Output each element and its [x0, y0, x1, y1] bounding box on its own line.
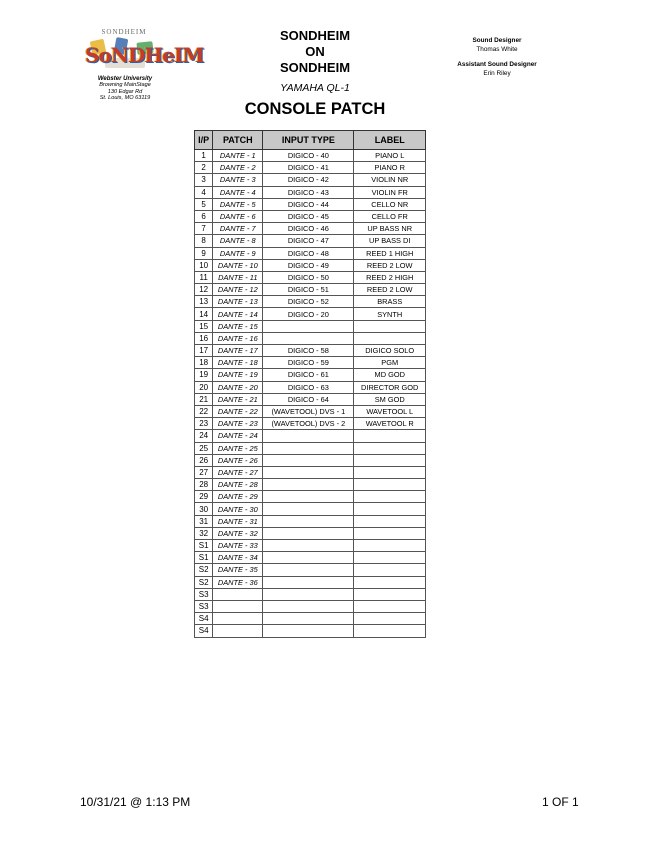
table-row: [195, 271, 426, 283]
patch-cell: DANTE - 29: [213, 491, 263, 503]
label-cell: [354, 540, 426, 552]
table-row: [195, 235, 426, 247]
venue-address: [66, 76, 184, 102]
credits: [432, 36, 562, 78]
input-type-cell: [263, 527, 354, 539]
patch-cell: DANTE - 9: [213, 247, 263, 259]
table-header-row: [195, 131, 426, 150]
patch-cell: DANTE - 14: [213, 308, 263, 320]
label-cell: DIRECTOR GOD: [354, 381, 426, 393]
ip-cell: 16: [195, 332, 213, 344]
label-cell: REED 2 HIGH: [354, 271, 426, 283]
label-cell: UP BASS NR: [354, 223, 426, 235]
label-cell: [354, 527, 426, 539]
ip-cell: 9: [195, 247, 213, 259]
table-row: [195, 296, 426, 308]
patch-cell: DANTE - 25: [213, 442, 263, 454]
ip-cell: 30: [195, 503, 213, 515]
label-cell: PIANO R: [354, 162, 426, 174]
input-type-cell: (WAVETOOL) DVS - 1: [263, 405, 354, 417]
table-row: [195, 308, 426, 320]
label-cell: SM GOD: [354, 393, 426, 405]
table-row: [195, 284, 426, 296]
table-row: [195, 357, 426, 369]
table-row: [195, 503, 426, 515]
input-type-cell: DIGICO - 59: [263, 357, 354, 369]
venue-line: Browning MainStage: [99, 82, 151, 89]
patch-cell: DANTE - 5: [213, 198, 263, 210]
patch-cell: DANTE - 26: [213, 454, 263, 466]
table-row: [195, 564, 426, 576]
label-cell: UP BASS DI: [354, 235, 426, 247]
input-type-cell: DIGICO - 48: [263, 247, 354, 259]
table-row: [195, 442, 426, 454]
patch-cell: DANTE - 30: [213, 503, 263, 515]
input-type-cell: DIGICO - 50: [263, 271, 354, 283]
label-cell: [354, 479, 426, 491]
patch-cell: DANTE - 18: [213, 357, 263, 369]
ip-cell: S4: [195, 613, 213, 625]
table-row: [195, 540, 426, 552]
patch-cell: DANTE - 35: [213, 564, 263, 576]
show-title-line: ON: [305, 44, 325, 59]
input-type-cell: [263, 613, 354, 625]
label-cell: [354, 576, 426, 588]
table-row: [195, 223, 426, 235]
patch-cell: DANTE - 17: [213, 345, 263, 357]
label-cell: PIANO L: [354, 150, 426, 162]
input-type-cell: DIGICO - 58: [263, 345, 354, 357]
label-cell: REED 1 HIGH: [354, 247, 426, 259]
patch-cell: DANTE - 13: [213, 296, 263, 308]
footer-timestamp: 10/31/21 @ 1:13 PM: [80, 795, 191, 809]
label-cell: [354, 564, 426, 576]
input-type-cell: [263, 564, 354, 576]
label-cell: [354, 503, 426, 515]
patch-cell: DANTE - 31: [213, 515, 263, 527]
table-body: [195, 150, 426, 638]
ip-cell: 4: [195, 186, 213, 198]
venue-line: 130 Edgar Rd: [107, 88, 143, 95]
input-type-cell: [263, 600, 354, 612]
table-row: [195, 576, 426, 588]
label-cell: CELLO FR: [354, 210, 426, 222]
table-row: [195, 613, 426, 625]
input-type-cell: DIGICO - 44: [263, 198, 354, 210]
logo-top-text: SONDHEIM: [101, 28, 147, 36]
label-cell: [354, 466, 426, 478]
credit-role: Assistant Sound Designer: [457, 61, 537, 68]
patch-cell: DANTE - 21: [213, 393, 263, 405]
patch-cell: [213, 588, 263, 600]
patch-cell: [213, 613, 263, 625]
patch-cell: DANTE - 36: [213, 576, 263, 588]
input-type-cell: DIGICO - 40: [263, 150, 354, 162]
table-row: [195, 515, 426, 527]
patch-cell: DANTE - 22: [213, 405, 263, 417]
ip-cell: 10: [195, 259, 213, 271]
label-cell: SYNTH: [354, 308, 426, 320]
input-type-cell: (WAVETOOL) DVS - 2: [263, 418, 354, 430]
label-cell: [354, 320, 426, 332]
patch-cell: DANTE - 28: [213, 479, 263, 491]
ip-cell: 23: [195, 418, 213, 430]
table-row: [195, 320, 426, 332]
table-row: [195, 552, 426, 564]
label-cell: VIOLIN NR: [354, 174, 426, 186]
ip-cell: 25: [195, 442, 213, 454]
input-type-cell: [263, 442, 354, 454]
ip-cell: 32: [195, 527, 213, 539]
input-type-cell: [263, 466, 354, 478]
table-row: [195, 479, 426, 491]
ip-cell: S1: [195, 552, 213, 564]
label-cell: [354, 588, 426, 600]
table-row: [195, 491, 426, 503]
input-type-cell: [263, 320, 354, 332]
ip-cell: 11: [195, 271, 213, 283]
label-cell: BRASS: [354, 296, 426, 308]
table-row: [195, 588, 426, 600]
label-cell: WAVETOOL R: [354, 418, 426, 430]
label-cell: [354, 625, 426, 637]
input-type-cell: [263, 332, 354, 344]
table-row: [195, 466, 426, 478]
input-type-cell: DIGICO - 20: [263, 308, 354, 320]
ip-cell: 7: [195, 223, 213, 235]
ip-cell: 5: [195, 198, 213, 210]
input-type-cell: DIGICO - 42: [263, 174, 354, 186]
input-type-cell: [263, 540, 354, 552]
label-cell: [354, 332, 426, 344]
ip-cell: 2: [195, 162, 213, 174]
table-row: [195, 600, 426, 612]
table-row: [195, 150, 426, 162]
table-row: [195, 186, 426, 198]
patch-cell: DANTE - 34: [213, 552, 263, 564]
input-type-cell: [263, 503, 354, 515]
patch-cell: DANTE - 4: [213, 186, 263, 198]
input-type-cell: DIGICO - 43: [263, 186, 354, 198]
table-row: [195, 454, 426, 466]
label-cell: DIGICO SOLO: [354, 345, 426, 357]
table-row: [195, 332, 426, 344]
table-row: [195, 625, 426, 637]
patch-cell: DANTE - 8: [213, 235, 263, 247]
patch-cell: DANTE - 15: [213, 320, 263, 332]
credit-name: Erin Riley: [483, 70, 511, 77]
label-cell: PGM: [354, 357, 426, 369]
patch-cell: DANTE - 32: [213, 527, 263, 539]
ip-cell: 17: [195, 345, 213, 357]
ip-cell: S2: [195, 576, 213, 588]
table-row: [195, 393, 426, 405]
patch-cell: DANTE - 23: [213, 418, 263, 430]
table-row: [195, 162, 426, 174]
column-header: PATCH: [213, 131, 263, 150]
patch-cell: DANTE - 33: [213, 540, 263, 552]
input-type-cell: [263, 588, 354, 600]
ip-cell: S2: [195, 564, 213, 576]
label-cell: [354, 552, 426, 564]
table-row: [195, 247, 426, 259]
column-header: LABEL: [354, 131, 426, 150]
ip-cell: 19: [195, 369, 213, 381]
ip-cell: 24: [195, 430, 213, 442]
input-type-cell: DIGICO - 49: [263, 259, 354, 271]
label-cell: [354, 491, 426, 503]
document-title: CONSOLE PATCH: [244, 100, 386, 118]
credit-role: Sound Designer: [472, 37, 522, 44]
ip-cell: 8: [195, 235, 213, 247]
show-title-line: SONDHEIM: [279, 60, 351, 75]
input-type-cell: [263, 479, 354, 491]
ip-cell: S1: [195, 540, 213, 552]
table-row: [195, 369, 426, 381]
table-row: [195, 259, 426, 271]
patch-cell: DANTE - 1: [213, 150, 263, 162]
input-type-cell: [263, 552, 354, 564]
ip-cell: 13: [195, 296, 213, 308]
ip-cell: 28: [195, 479, 213, 491]
input-type-cell: DIGICO - 61: [263, 369, 354, 381]
ip-cell: S4: [195, 625, 213, 637]
table-row: [195, 405, 426, 417]
table-row: [195, 527, 426, 539]
label-cell: [354, 442, 426, 454]
input-type-cell: [263, 430, 354, 442]
ip-cell: 6: [195, 210, 213, 222]
label-cell: VIOLIN FR: [354, 186, 426, 198]
table-row: [195, 198, 426, 210]
patch-cell: DANTE - 20: [213, 381, 263, 393]
patch-cell: DANTE - 6: [213, 210, 263, 222]
input-type-cell: [263, 576, 354, 588]
patch-cell: DANTE - 24: [213, 430, 263, 442]
ip-cell: 27: [195, 466, 213, 478]
label-cell: REED 2 LOW: [354, 284, 426, 296]
label-cell: [354, 454, 426, 466]
table-row: [195, 345, 426, 357]
logo-word: SoNDHeIM: [85, 43, 204, 67]
ip-cell: S3: [195, 600, 213, 612]
ip-cell: 14: [195, 308, 213, 320]
show-logo: [84, 28, 204, 72]
ip-cell: S3: [195, 588, 213, 600]
input-type-cell: [263, 491, 354, 503]
ip-cell: 31: [195, 515, 213, 527]
ip-cell: 1: [195, 150, 213, 162]
label-cell: [354, 600, 426, 612]
label-cell: [354, 430, 426, 442]
ip-cell: 20: [195, 381, 213, 393]
ip-cell: 12: [195, 284, 213, 296]
title-block: [230, 28, 400, 119]
table-row: [195, 418, 426, 430]
input-type-cell: DIGICO - 46: [263, 223, 354, 235]
ip-cell: 15: [195, 320, 213, 332]
column-header: I/P: [195, 131, 213, 150]
ip-cell: 26: [195, 454, 213, 466]
table-row: [195, 210, 426, 222]
patch-cell: DANTE - 3: [213, 174, 263, 186]
venue-line: St. Louis, MO 63119: [99, 95, 151, 102]
credit-name: Thomas White: [476, 46, 518, 53]
column-header: INPUT TYPE: [263, 131, 354, 150]
input-type-cell: [263, 454, 354, 466]
label-cell: [354, 613, 426, 625]
input-type-cell: DIGICO - 51: [263, 284, 354, 296]
input-type-cell: DIGICO - 41: [263, 162, 354, 174]
input-type-cell: DIGICO - 47: [263, 235, 354, 247]
table-row: [195, 430, 426, 442]
input-type-cell: DIGICO - 64: [263, 393, 354, 405]
patch-cell: DANTE - 2: [213, 162, 263, 174]
patch-cell: DANTE - 11: [213, 271, 263, 283]
patch-cell: DANTE - 27: [213, 466, 263, 478]
table-row: [195, 381, 426, 393]
input-type-cell: DIGICO - 52: [263, 296, 354, 308]
input-type-cell: [263, 625, 354, 637]
patch-cell: DANTE - 12: [213, 284, 263, 296]
patch-cell: DANTE - 7: [213, 223, 263, 235]
patch-cell: DANTE - 10: [213, 259, 263, 271]
input-type-cell: DIGICO - 63: [263, 381, 354, 393]
table-row: [195, 174, 426, 186]
logo-art: [85, 38, 204, 72]
label-cell: REED 2 LOW: [354, 259, 426, 271]
show-title-line: SONDHEIM: [279, 28, 351, 43]
ip-cell: 29: [195, 491, 213, 503]
patch-cell: [213, 625, 263, 637]
input-type-cell: DIGICO - 45: [263, 210, 354, 222]
footer-page-number: 1 OF 1: [542, 795, 579, 809]
ip-cell: 18: [195, 357, 213, 369]
input-type-cell: [263, 515, 354, 527]
venue-name: Webster University: [97, 76, 153, 82]
label-cell: CELLO NR: [354, 198, 426, 210]
label-cell: WAVETOOL L: [354, 405, 426, 417]
patch-cell: DANTE - 16: [213, 332, 263, 344]
ip-cell: 3: [195, 174, 213, 186]
patch-cell: DANTE - 19: [213, 369, 263, 381]
ip-cell: 21: [195, 393, 213, 405]
console-name: YAMAHA QL-1: [280, 82, 350, 94]
label-cell: MD GOD: [354, 369, 426, 381]
ip-cell: 22: [195, 405, 213, 417]
label-cell: [354, 515, 426, 527]
patch-table: [194, 130, 426, 638]
patch-cell: [213, 600, 263, 612]
